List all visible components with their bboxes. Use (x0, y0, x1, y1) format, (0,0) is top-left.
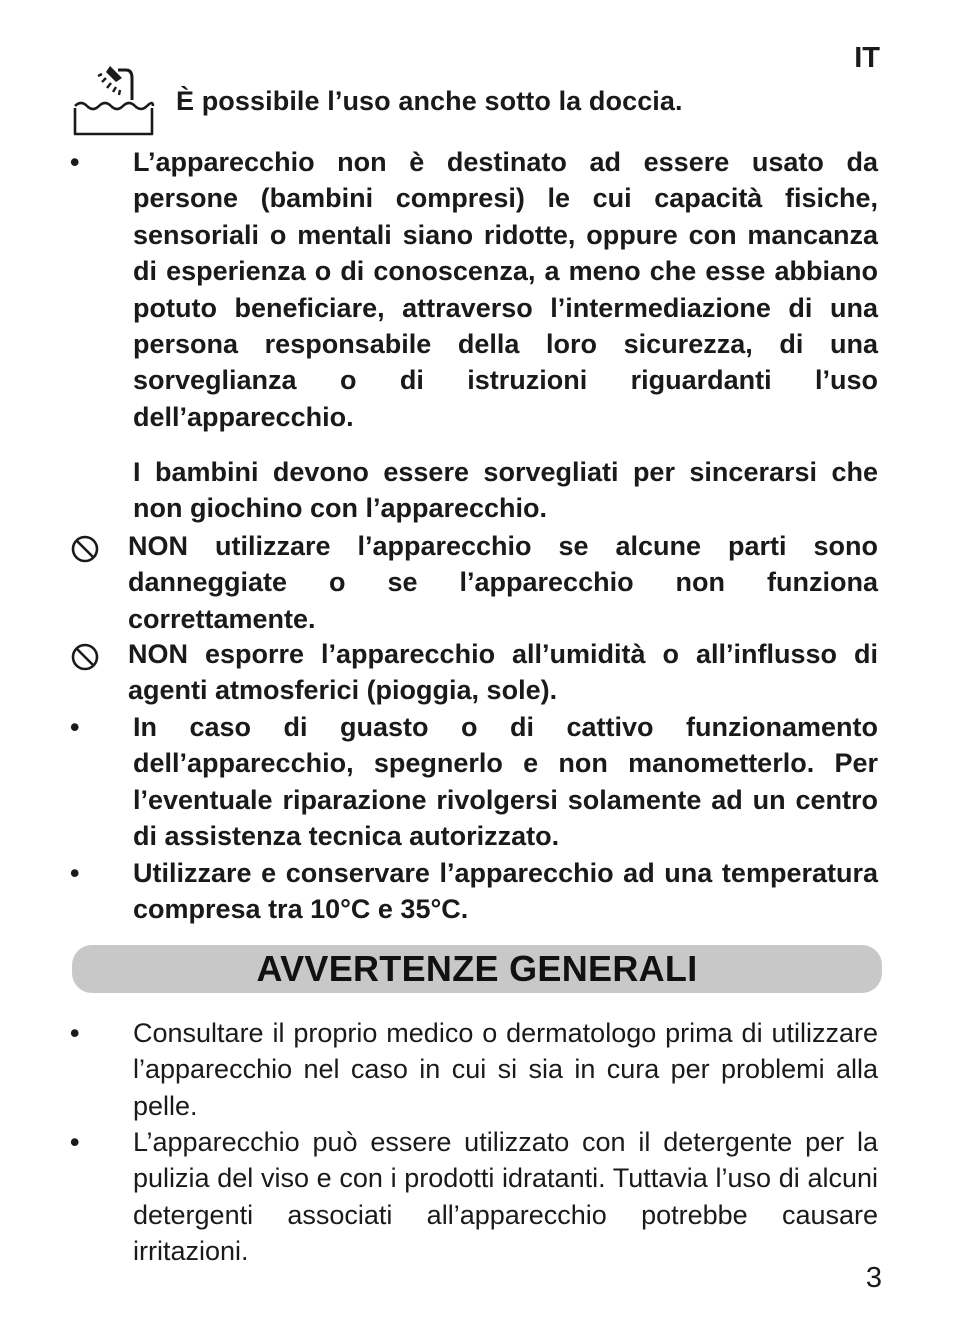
warning-temperature: Utilizzare e conservare l’apparecchio ad una temperatura compresa tra 10°C e 35°C. (133, 858, 878, 925)
shower-bath-icon (72, 64, 158, 138)
shower-note-text: È possibile l’uso anche sotto la doccia. (176, 86, 683, 116)
warning-incapacity: L’apparecchio non è destinato ad essere usato da persone (bambini compresi) le cui capacità fisiche, sensoriali o mentali siano ridotte, oppure con mancanza di esperienza o di conoscenza, a meno che esse abbiano potuto beneficiare, attraverso l’intermediazione di una persona responsabile della loro sicurezza, di una sorveglianza o di istruzioni riguardanti l’uso dell’apparecchio. (133, 147, 878, 432)
warning-malfunction: In caso di guasto o di cattivo funzionamento dell’apparecchio, spegnerlo e non manometterlo. Per l’eventuale riparazione rivolgersi solamente ad un centro di assistenza tecnica autorizzato. (133, 712, 878, 852)
prohibited-icon (70, 642, 100, 672)
language-code: IT (854, 42, 880, 74)
prohibited-icon (70, 534, 100, 564)
warning-damaged: NON utilizzare l’apparecchio se alcune parti sono danneggiate o se l’apparecchio non funziona correttamente. (128, 531, 878, 634)
bullet-marker: • (70, 1018, 80, 1048)
page-number: 3 (865, 1262, 882, 1294)
warning-humidity: NON esporre l’apparecchio all’umidità o all’influsso di agenti atmosferici (pioggia, sole). (128, 639, 878, 706)
shower-note (72, 64, 882, 140)
bullet-marker: • (70, 858, 80, 888)
bullet-marker: • (70, 147, 80, 177)
section-banner (72, 945, 882, 993)
bullet-marker: • (70, 1127, 80, 1157)
general-item-detergent: L’apparecchio può essere utilizzato con il detergente per la pulizia del viso e con i prodotti idratanti. Tuttavia l’uso di alcuni detergenti associati all’apparecchio potrebbe causare irritazioni. (133, 1127, 878, 1267)
bullet-marker: • (70, 712, 80, 742)
section-title: AVVERTENZE GENERALI (256, 948, 698, 989)
general-item-dermatologist: Consultare il proprio medico o dermatologo prima di utilizzare l’apparecchio nel caso in cui si sia in cura per problemi alla pelle. (133, 1018, 878, 1121)
warning-children: I bambini devono essere sorvegliati per sincerarsi che non giochino con l’apparecchio. (133, 457, 878, 524)
